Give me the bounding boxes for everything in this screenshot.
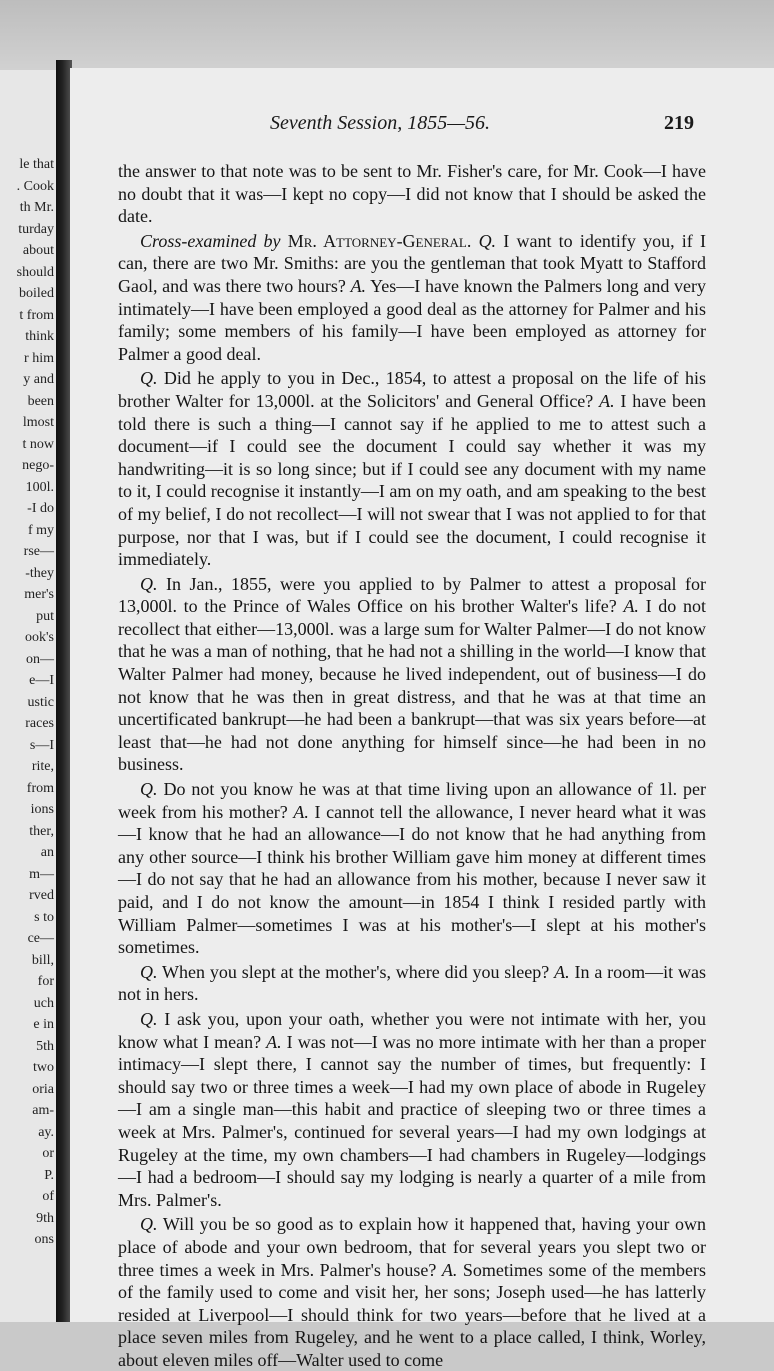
margin-fragment: 5th <box>36 1038 54 1054</box>
margin-fragment: think <box>25 329 54 344</box>
examiner-name: Mr. Attorney-General. <box>287 230 472 251</box>
margin-fragment: rse— <box>23 544 54 559</box>
margin-fragment: boiled <box>19 286 54 301</box>
question-marker: Q. <box>478 230 497 251</box>
margin-fragment: ther, <box>29 823 54 839</box>
margin-fragment: am- <box>32 1103 54 1118</box>
margin-fragment: s—I <box>29 737 54 753</box>
margin-fragment: bill, <box>31 952 54 968</box>
margin-fragment: f my <box>27 522 54 538</box>
margin-fragment: rite, <box>31 759 54 774</box>
page-number: 219 <box>664 112 694 134</box>
answer-text: I was not—I was no more intimate with her than a proper intimacy—I slept there, I cannot say the number of times, but frequently: I should say two or three times a week—I had my own place of abode in Rugeley—I am a single man—this habit and practice of sleeping two or three times a week at Mrs. Palmer's, continued for several years—I had my own lodgings at Rugeley at the time, my own chambers—I had chambers in Rugeley—lodgings—I had a bedroom—I should say my lodging is nearly a quarter of a mile from Mrs. Palmer's. <box>118 1031 707 1210</box>
margin-fragment: should <box>16 264 54 280</box>
margin-fragment: for <box>37 974 54 989</box>
margin-fragment: P. <box>44 1167 54 1183</box>
question-text: Did he apply to you in Dec., 1854, to attest a proposal on the life of his brother Walter for 13,000l. at the Solicitors' and General Office? <box>118 368 706 411</box>
margin-fragment: t from <box>19 307 54 323</box>
answer-text: I have been told there is such a thing—I cannot say if he applied to me to attest such a document—if I could see the document I could say whether it was my handwriting—it is so long since; but if I could see any document with my name to it, I could recognise it instantly—I am on my oath, and am speaking to the best of my belief, I do not recollect—I will not swear that I was not applied to for that purpose, nor that I was, but if I could see the document, I could recognise it immediately. <box>118 390 706 570</box>
right-page <box>70 68 774 1370</box>
answer-text: I do not recollect that either—13,000l. was a large sum for Walter Palmer—I do not know that he was a man of nothing, that he had not a shilling in the world—I know that Walter Palmer had money, because he lived independent, out of business—I do not know that he was then in great distress, and that he was at that time an uncertificated bankrupt—he had been a bankrupt—that was six years before—at least that—he had not done anything for himself since—he had been in no business. <box>118 596 706 775</box>
question-text: In Jan., 1855, were you applied to by Palmer to attest a proposal for 13,000l. to the Prince of Wales Office on his brother Walter's life? <box>118 573 706 617</box>
margin-fragment: le that <box>19 157 54 172</box>
margin-fragment: t now <box>22 436 54 452</box>
paragraph-cross-examination <box>118 230 706 366</box>
answer-marker: A. <box>623 596 639 617</box>
paragraph-qa <box>118 367 706 570</box>
question-marker: Q. <box>140 368 158 389</box>
answer-text: Yes—I have known the Palmers long and very intimately—I have been employed a good deal as the attorney for Palmer and his family; some members of his family—I have been employed as attorney for Palmer a good deal. <box>118 275 707 364</box>
paragraph-qa <box>118 1008 706 1211</box>
margin-fragment: turday <box>18 221 54 237</box>
question-marker: Q. <box>140 779 158 800</box>
margin-fragment: 9th <box>36 1210 54 1226</box>
margin-fragment: or <box>42 1146 54 1161</box>
question-text: I ask you, upon your oath, whether you were not intimate with her, you know what I mean? <box>118 1008 706 1052</box>
margin-fragment: nego- <box>22 458 54 473</box>
answer-text: I cannot tell the allowance, I never heard what it was—I know that he had an allowance—I do not know that he had anything from any other source—I think his brother William gave him money at different times—I do not say that he had an allowance from his mother, because I never saw it paid, and I do not know the amount—in 1854 I think I resided partly with William Palmer—sometimes I was at his mother's—I slept at his mother's sometimes. <box>118 801 706 958</box>
margin-fragment: ook's <box>25 630 54 645</box>
question-text: Will you be so good as to explain how it happened that, having your own place of abode and your own bedroom, that for several years you slept two or three times a week in Mrs. Palmer's house? <box>118 1214 706 1280</box>
page-header <box>70 112 774 138</box>
margin-fragment: two <box>33 1060 54 1075</box>
margin-fragment: of <box>42 1189 54 1204</box>
margin-fragment: -they <box>25 565 54 581</box>
margin-fragment: uch <box>33 995 54 1011</box>
left-page-edge <box>0 70 64 1322</box>
margin-fragment: e in <box>33 1017 54 1032</box>
paragraph-continuation <box>118 160 706 228</box>
margin-fragment: races <box>25 716 54 731</box>
page-body <box>118 160 706 1371</box>
answer-marker: A. <box>350 275 367 296</box>
margin-fragment: lmost <box>22 415 54 430</box>
paragraph-qa <box>118 778 706 959</box>
margin-fragment: ions <box>30 802 54 817</box>
left-margin-fragments <box>0 70 60 1251</box>
margin-fragment: th Mr. <box>19 200 54 215</box>
question-marker: Q. <box>140 573 158 594</box>
margin-fragment: 100l. <box>25 479 54 495</box>
answer-text: Sometimes some of the members of the family used to come and visit her, her sons; Joseph used—he has latterly resided at Liverpool—I should think for two years—before that he lived at a place seven miles from Rugeley, and he went to a place called, I think, Worley, about eleven miles off—Walter used to come <box>118 1259 706 1370</box>
question-text: I want to identify you, if I can, there are two Mr. Smiths: are you the gentleman that took Myatt to Stafford Gaol, and was there two hours? <box>118 230 707 296</box>
margin-fragment: an <box>40 845 54 860</box>
paragraph-text: the answer to that note was to be sent to Mr. Fisher's care, for Mr. Cook—I have no doubt that it was—I kept no copy—I did not know that I should be asked the date. <box>118 161 706 227</box>
question-marker: Q. <box>140 1008 158 1029</box>
answer-marker: A. <box>599 390 615 411</box>
margin-fragment: s to <box>34 909 54 925</box>
margin-fragment: oria <box>32 1081 54 1097</box>
paragraph-qa <box>118 573 706 776</box>
question-marker: Q. <box>140 1214 158 1235</box>
margin-fragment: mer's <box>24 587 54 602</box>
margin-fragment: rved <box>29 888 54 903</box>
question-text: Do not you know he was at that time living upon an allowance of 1l. per week from his mother? <box>118 779 706 822</box>
margin-fragment: e—I <box>29 673 54 688</box>
margin-fragment: ce— <box>27 931 54 946</box>
answer-marker: A. <box>293 801 309 822</box>
margin-fragment: . Cook <box>16 178 54 194</box>
margin-fragment: r him <box>24 350 54 366</box>
margin-fragment: y and <box>23 372 54 387</box>
margin-fragment: about <box>22 243 54 258</box>
question-text: When you slept at the mother's, where did you sleep? <box>157 961 555 982</box>
paragraph-qa <box>118 961 706 1006</box>
margin-fragment: ustic <box>27 694 54 710</box>
margin-fragment: ay. <box>38 1124 54 1140</box>
answer-marker: A. <box>266 1031 282 1052</box>
answer-marker: A. <box>441 1259 458 1280</box>
margin-fragment: on— <box>26 651 54 667</box>
answer-text: In a room—it was not in hers. <box>118 961 707 1005</box>
margin-fragment: ons <box>34 1232 54 1247</box>
margin-fragment: put <box>36 608 54 624</box>
margin-fragment: -I do <box>27 501 54 516</box>
answer-marker: A. <box>554 961 570 982</box>
by-word: by <box>256 230 288 251</box>
margin-fragment: been <box>27 393 54 409</box>
margin-fragment: from <box>26 780 54 796</box>
question-marker: Q. <box>140 961 158 982</box>
cross-examined-label: Cross-examined <box>140 230 257 251</box>
running-head: Seventh Session, 1855—56. <box>270 112 490 134</box>
margin-fragment: m— <box>29 866 54 882</box>
paragraph-qa <box>118 1213 706 1371</box>
